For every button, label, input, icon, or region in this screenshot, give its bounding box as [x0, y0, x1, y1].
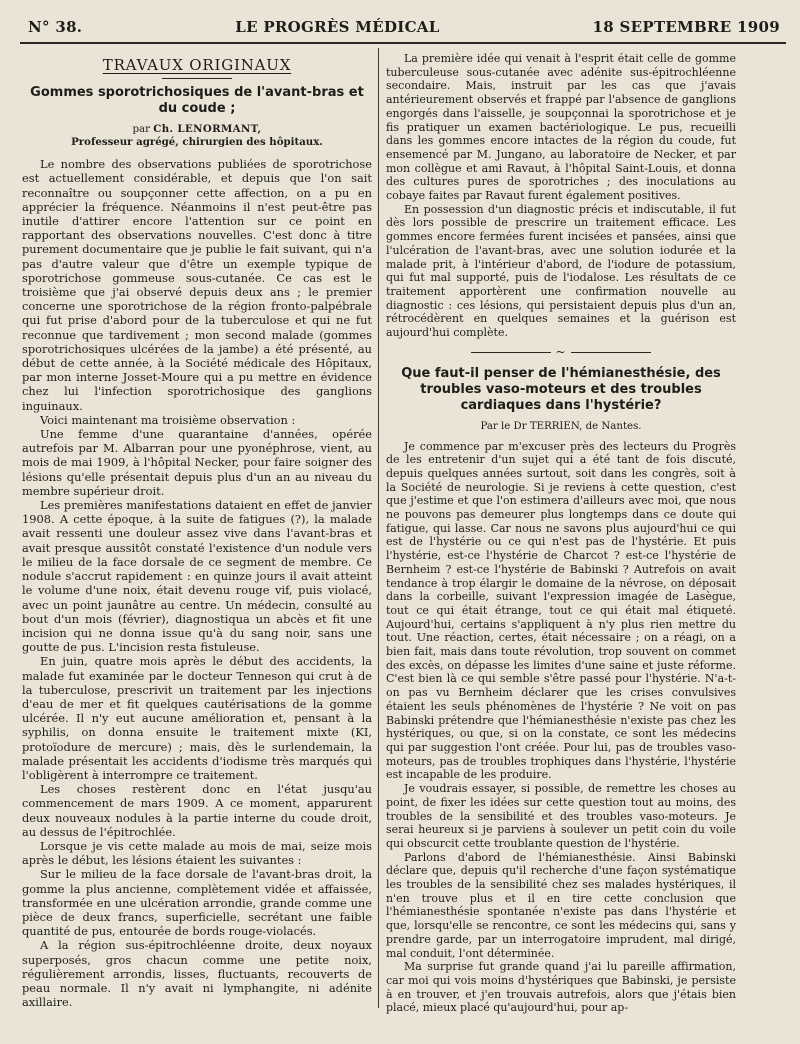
paragraph: Sur le milieu de la face dorsale de l'avant-bras droit, la gomme la plus ancienne, complètement vidée et affaissée, transformée en une ulcération arrondie, grande comme une pièce de deux francs, superficielle, secrétant une faible quantité de pus, entourée de bords rouge-violacés.	[22, 867, 372, 939]
paragraph: Une femme d'une quarantaine d'années, opérée autrefois par M. Albarran pour une pyonéphrose, vient, au mois de mai 1909, à l'hôpital Necker, pour faire soigner des lésions qu'elle présentait depuis plus d'un an au niveau du membre supérieur droit.	[22, 427, 372, 498]
author-role: Professeur agrégé, chirurgien des hôpitaux.	[71, 136, 323, 149]
byline-prefix: par	[132, 124, 150, 136]
article-title: Gommes sporotrichosiques de l'avant-bras et du coude ;	[30, 85, 364, 117]
article-title-2: Que faut-il penser de l'hémianesthésie, des troubles vaso-moteurs et des troubles cardiaques dans l'hystérie?	[401, 365, 721, 413]
paragraph: En possession d'un diagnostic précis et indiscutable, il fut dès lors possible de prescrire un traitement efficace. Les gommes encore fermées furent incisées et pansées, ainsi que l'ulcération de l'avant-bras, avec une solution iodurée et la malade prit, à l'intérieur d'abord, de l'iodure de potassium, qui fut mal supporté, puis de l'iodalose. Les résultats de ce traitement apportèrent une confirmation nouvelle au diagnostic : ces lésions, qui persistaient depuis plus d'un an, rétrocédèrent en quelques semaines et la guérison est aujourd'hui complète.	[386, 202, 736, 340]
paragraph: Lorsque je vis cette malade au mois de mai, seize mois après le début, les lésions étaient les suivantes :	[22, 838, 372, 868]
paragraph: Les premières manifestations dataient en effet de janvier 1908. A cette époque, à la suite de fatigues (?), la malade avait ressenti une douleur assez vive dans l'avant-bras et avait presque aussitôt constaté l'existence d'un nodule vers le milieu de la face dorsale de ce segment de membre. Ce nodule s'accrut rapidement : en quinze jours il avait atteint le volume d'une noix, était devenu rouge vif, puis violacé, avec un point jaunâtre au centre. Un médecin, consulté au bout d'un mois (février), diagnostiqua un abcès et fit une incision qui ne donna issue qu'à du sang noir, sans une goutte de pus. L'incision resta fistuleuse.	[22, 498, 372, 655]
issue-date: 18 SEPTEMBRE 1909	[592, 18, 780, 36]
paragraph: Ma surprise fut grande quand j'ai lu pareille affirmation, car moi qui vois moins d'hystériques que Babinski, je persiste à en trouver, et j'en trouvais autrefois, alors que j'étais bien placé, mieux placé qu'aujourd'hui, pour ap-	[386, 960, 736, 1015]
paragraph: Le nombre des observations publiées de sporotrichose est actuellement considérable, et depuis que l'on sait reconnaître ou soupçonner cette affection, on a pu en apprécier la fréquence. Néanmoins il n'est peut-être pas inutile d'attirer encore l'attention sur ce point en rapportant des observations nouvelles. C'est donc à titre purement documentaire que je publie le fait suivant, qui n'a pas d'autre valeur que d'être un exemple typique de sporotrichose gommeuse sous-cutanée. Ce cas est le troisième que j'ai observé depuis deux ans ; le premier concerne une sporotrichose de la région fronto-palpébrale qui fut prise d'abord pour de la tuberculose et qui ne fut reconnue que tardivement ; mon second malade (gommes sporotrichosiques ulcérées de la jambe) a été présenté, au début de cette année, à la Société médicale des Hôpitaux, par mon interne Josset-Moure qui a pu mettre en évidence chez lui l'infection sporotrichosique des ganglions inguinaux.	[22, 157, 372, 413]
paragraph: A la région sus-épitrochléenne droite, deux noyaux superposés, gros chacun comme une petite noix, régulièrement arrondis, lisses, fluctuants, recouverts de peau normale. Il n'y avait ni lymphangite, ni adénite axillaire.	[22, 938, 372, 1010]
title-rule	[162, 78, 232, 79]
right-column	[386, 52, 736, 1015]
issue-number: N° 38.	[28, 18, 83, 36]
page-header	[28, 14, 780, 40]
paragraph: Je commence par m'excuser près des lecteurs du Progrès de les entretenir d'un sujet qui a été tant de fois discuté, depuis quelques années surtout, soit dans les congrès, soit à la Société de neurologie. Si je reviens à cette question, c'est que j'estime et que l'on estimera d'ailleurs avec moi, que nous ne pouvons pas demeurer plus longtemps dans ce doute qui fatigue, qui lasse. Car nous ne savons plus aujourd'hui ce qui est de l'hystérie ou ce qui n'est pas de l'hystérie. Et puis l'hystérie, est-ce l'hystérie de Charcot ? est-ce l'hystérie de Bernheim ? est-ce l'hystérie de Babinski ? Autrefois on avait tendance à trop élargir le domaine de la névrose, on déposait dans la corbeille, suivant l'expression imagée de Lasègue, tout ce qui était étrange, tout ce qui était mal étiqueté. Aujourd'hui, certains s'appliquent à n'y plus rien mettre du tout. Une réaction, certes, était nécessaire ; on a réagi, on a bien fait, mais dans toute révolution, trop souvent on commet des excès, on dépasse les limites d'une saine et juste réforme. C'est bien là ce qui semble s'être passé pour l'hystérie. N'a-t-on pas vu Bernheim déclarer que les crises convulsives étaient les seuls phénomènes de l'hystérie ? Ne voit on pas Babinski prétendre que l'hémianesthésie n'existe pas chez les hystériques, ou que, si on la constate, ce sont les médecins qui par suggestion l'ont créée. Pour lui, pas de troubles vaso-moteurs, pas de troubles trophiques dans l'hystérie, l'hystérie est incapable de les produire.	[386, 439, 736, 782]
paragraph: En juin, quatre mois après le début des accidents, la malade fut examinée par le docteur Tenneson qui crut à de la tuberculose, prescrivit un traitement par les injections d'eau de mer et fit quelques cautérisations de la gomme ulcérée. Il n'y eut aucune amélioration et, pensant à la syphilis, on donna ensuite le traitement mixte (KI, protoïodure de mercure) ; mais, dès le surlendemain, la malade présentait les accidents d'iodisme très marqués qui l'obligèrent à interrompre ce traitement.	[22, 654, 372, 782]
left-column	[22, 52, 372, 1009]
paragraph: Voici maintenant ma troisième observation :	[40, 412, 296, 427]
author-name: Ch. LENORMANT,	[153, 123, 262, 136]
paragraph: La première idée qui venait à l'esprit était celle de gomme tuberculeuse sous-cutanée avec adénite sus-épitrochléenne secondaire. Mais, instruit par les cas que j'avais antérieurement observés et frappé par l'absence de ganglions engorgés dans l'aisselle, je soupçonnai la sporotrichose et je fis pratiquer un examen bactériologique. Le pus, recueilli dans les gommes encore intactes de la région du coude, fut ensemencé par M. Jungano, au laboratoire de Necker, et par mon collègue et ami Ravaut, à l'hôpital Saint-Louis, et donna des cultures pures de sporotriches ; des inoculations au cobaye faites par Ravaut furent également positives.	[386, 52, 736, 203]
paragraph: Les choses restèrent donc en l'état jusqu'au commencement de mars 1909. A ce moment, apparurent deux nouveaux nodules à la partie interne du coude droit, au dessus de l'épitrochlée.	[22, 782, 372, 839]
paragraph: Je voudrais essayer, si possible, de remettre les choses au point, de fixer les idées sur cette question tout au moins, des troubles de la sensibilité et des troubles vaso-moteurs. Je serai heureux si je parviens à soulever un petit coin du voile qui obscurcit cette troublante question de l'hystérie.	[386, 782, 736, 850]
section-title: TRAVAUX ORIGINAUX	[102, 56, 292, 74]
header-rule	[20, 42, 786, 44]
article-byline	[22, 123, 372, 149]
column-divider	[378, 48, 379, 1008]
article-divider: ~	[386, 346, 736, 360]
paragraph: Parlons d'abord de l'hémianesthésie. Ainsi Babinski déclare que, depuis qu'il recherche d'une façon systématique les troubles de la sensibilité chez ses malades hystériques, il n'en trouve plus et il en tire cette conclusion que l'hémianesthésie spontanée n'existe pas dans l'hystérie et que, lorsqu'elle se rencontre, ce sont les médecins qui, sans y prendre garde, par un interrogatoire imprudent, mal dirigé, mal conduit, l'ont déterminée.	[386, 850, 736, 960]
article-byline-2: Par le Dr TERRIEN, de Nantes.	[480, 420, 642, 432]
journal-title: LE PROGRÈS MÉDICAL	[235, 18, 440, 36]
